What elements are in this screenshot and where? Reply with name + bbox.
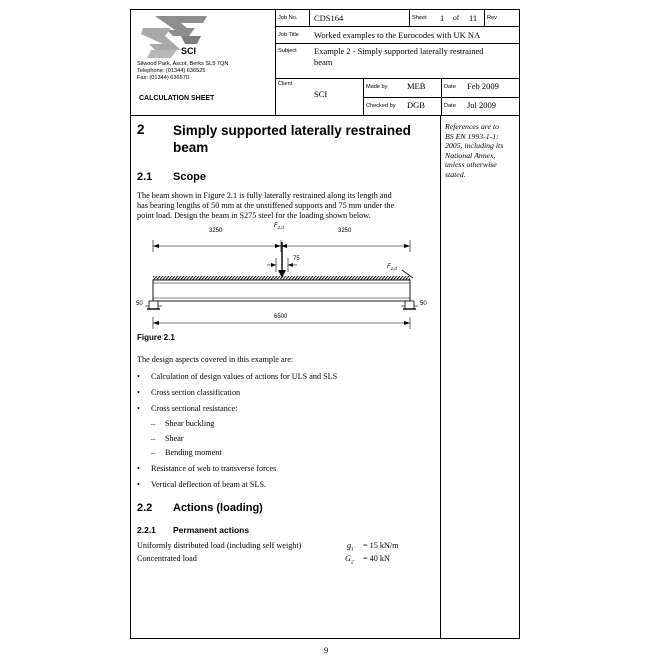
job-title-value: Worked examples to the Eurocodes with UK NA (314, 30, 481, 40)
left-support (149, 301, 158, 309)
section-title-line-1: Simply supported laterally restrained (173, 123, 411, 138)
made-by-value: MEB (407, 81, 426, 91)
sheet-type-title: CALCULATION SHEET (139, 95, 215, 102)
client-value: SCI (314, 89, 328, 99)
point-load-label: $F_{2,d}$ (274, 223, 284, 231)
address-block (137, 61, 228, 82)
udl-row-value: = 15 kN/m (363, 541, 399, 550)
sheet-number: 1 (440, 13, 445, 23)
point-load-row-value: = 40 kN (363, 554, 390, 563)
scope-title: Scope (173, 171, 207, 183)
date-checked-value: Jul 2009 (467, 100, 497, 110)
fax-line: Fax: (01344) 636570 (137, 75, 189, 81)
address-line: Silwood Park, Ascot, Berks SL5 7QN (137, 61, 229, 67)
right-support (405, 301, 414, 309)
date-made-label: Date (444, 84, 456, 90)
header-rule-3 (275, 78, 519, 79)
sci-logo (137, 14, 209, 60)
header-rule-2 (275, 43, 519, 44)
sheet-label: Sheet (412, 15, 427, 21)
bearing-left-label: 50 (136, 301, 143, 307)
note-line: National Annex, (445, 150, 496, 160)
rev-label: Rev (487, 15, 497, 21)
scope-line: point load. Design the beam in S275 steel for the loading shown below. (137, 211, 371, 220)
total-span-label: 6500 (274, 314, 288, 320)
point-load-row-symbol: $G_2$ (345, 554, 354, 566)
arrowhead (153, 321, 159, 325)
date-made-value: Feb 2009 (467, 81, 499, 91)
checked-by-value: DGB (407, 100, 425, 110)
checked-by-label: Checked by (366, 103, 396, 109)
section-title-line-2: beam (173, 140, 209, 155)
note-line: 2005, including its (445, 141, 504, 150)
date-checked-label: Date (444, 103, 456, 109)
bearing-mid-label: 75 (293, 256, 300, 262)
subject-line-1: Example 2 - Simply supported laterally restrained (314, 46, 484, 56)
arrowhead (404, 244, 410, 248)
client-label: Client (278, 81, 293, 87)
permanent-actions-number: 2.2.1 (137, 525, 156, 535)
udl-label: $F_{1,d}$ (387, 264, 397, 272)
scope-line: The beam shown in Figure 2.1 is fully laterally restrained along its length and (137, 191, 392, 200)
scope-number: 2.1 (137, 171, 153, 183)
design-aspects-intro: The design aspects covered in this example are: (137, 355, 294, 364)
span-right-label: 3250 (338, 228, 352, 234)
sheet-total: 11 (469, 13, 478, 23)
job-title-label: Job Title (278, 32, 299, 38)
udl-row-symbol: $g_1$ (347, 541, 354, 553)
subject-line-2: beam (314, 57, 333, 67)
section-title (173, 122, 411, 156)
note-line: unless otherwise (445, 160, 497, 169)
telephone-line: Telephone: (01344) 636525 (137, 68, 206, 74)
logo-text: SCI (181, 46, 197, 56)
note-line: BS EN 1993-1-1: (445, 131, 499, 141)
subject-label: Subject (278, 48, 297, 54)
scope-line: has bearing lengths of 50 mm at the unstiffened supports and 75 mm under the (137, 201, 395, 210)
point-load-row-label: Concentrated load (137, 554, 197, 563)
client-divider (363, 78, 364, 115)
udl-row-label: Uniformly distributed load (including self weight) (137, 541, 302, 550)
margin-column-rule (440, 115, 441, 638)
page-number: 9 (324, 645, 329, 655)
scope-paragraph (137, 191, 394, 221)
arrowhead (271, 263, 276, 267)
made-by-label: Made by (366, 84, 388, 90)
note-line: stated. (445, 169, 466, 179)
of-label: of (453, 13, 460, 22)
permanent-actions-title: Permanent actions (173, 525, 250, 535)
arrowhead (275, 244, 281, 248)
job-no-label: Job No. (278, 15, 298, 21)
note-line: References are to (445, 122, 499, 131)
sheet-divider (409, 10, 410, 26)
job-no-value: CDS164 (314, 13, 344, 23)
arrowhead (404, 321, 410, 325)
arrowhead (153, 244, 159, 248)
actions-title: Actions (loading) (173, 502, 263, 514)
actions-number: 2.2 (137, 502, 153, 514)
date-divider (441, 78, 442, 115)
header-bottom-rule (131, 115, 519, 116)
udl-band (153, 276, 410, 280)
section-number: 2 (137, 122, 145, 137)
arrowhead (288, 263, 293, 267)
references-note (445, 122, 503, 179)
header-rule-1 (275, 26, 519, 27)
calculation-sheet: SCI Silwood Park, Ascot, Berks SL5 7QN Telephone: (01344) 636525 Fax: (01344) 636570 CALCULATION SHEET Job No. CDS164 Sheet 1 of 11 Rev Job Title Worked examples to the Eurocodes with UK NA Subject Example 2 - Simply supported laterally restrained beam Client SCI Made by MEB Date Feb 2009 Checked by DGB Date Jul 2009 References are to BS EN 1993-1-1: 2005, including its National Annex, unless otherwise stated. 2 Simply supported laterally restrained beam 2.1 Scope The beam shown in Figure 2.1 is fully laterally restrained along its length and has bearing lengths of 50 mm at the unstiffened supports and 75 mm under the point load. Design the beam in S275 steel for the loading shown below. 3250 3250 $F_{2,d}$ 75 $F_{1,d}$ 50 50 6500 Figure 2.1 The design aspects covered in this example are: • Calculation of design values of actions for ULS and SLS • Cross section classification • Cross sectional resistance: – Shear buckling – Shear – Bending moment • Resistance of web to transverse forces • Vertical deflection of beam at SLS. 2.2 Actions (loading) 2.2.1 Permanent actions Uniformly distributed load (including self weight) $g_1$ = 15 kN/m Concentrated load $G_2$ = 40 kN (130, 9, 520, 639)
bearing-right-label: 50 (420, 301, 427, 307)
rev-divider (484, 10, 485, 26)
jobno-divider (309, 10, 310, 26)
figure-caption: Figure 2.1 (137, 333, 175, 342)
span-left-label: 3250 (209, 228, 223, 234)
